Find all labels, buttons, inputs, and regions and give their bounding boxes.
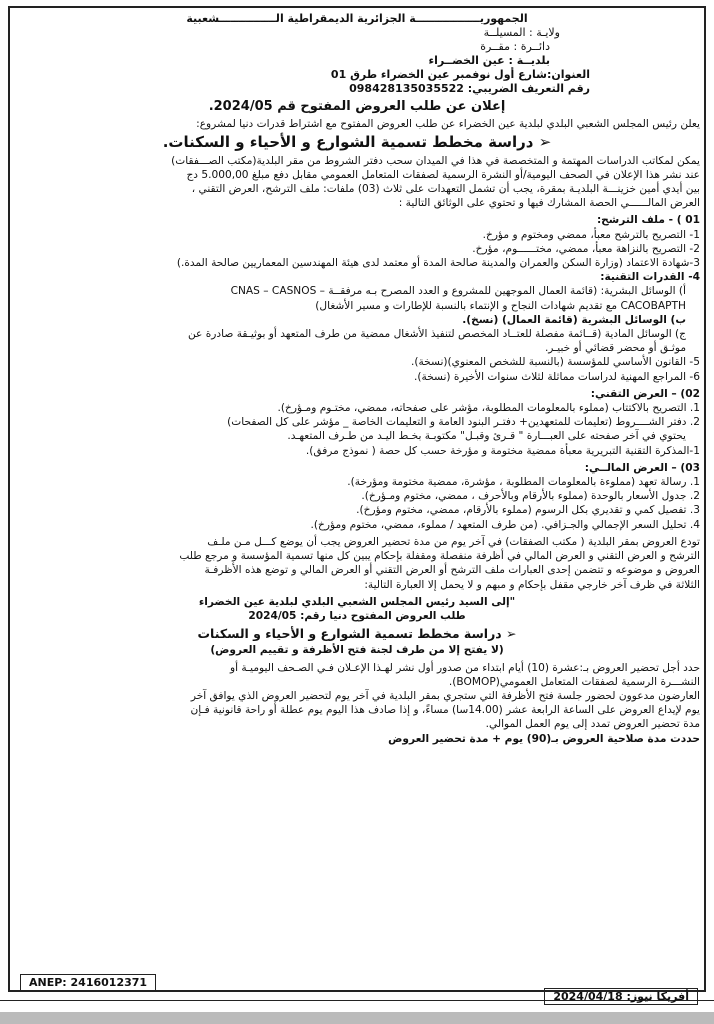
sub-c-2: موثـق أو محضر قضائي أو خبيـر. [544, 342, 686, 355]
header-commune: بلديــة : عين الخضــراء [428, 54, 550, 67]
para-1-line-4: العرض المالــــــي الحصة المشارك فيها و تحتوي على الوثائق التالية : [398, 197, 700, 210]
deposit-line-1: تودع العروض بمقر البلدية ( مكتب الصفقات) في آخر يوم من مدة تحضير العروض يجب أن يوضع كـــل مـن ملـف [207, 535, 700, 548]
closing-line-6: حددت مدة صلاحية العروض بـ(90) يوم + مدة تحضير العروض [388, 732, 700, 745]
header-address: العنوان:شارع أول نوفمبر عين الخضراء طرق 01 [330, 68, 590, 81]
section-2-item-2: 2. دفتر الشــــروط (تعليمات للمتعهدين+ دفتـر البنود العامة و التعليمات الخاصة _ مؤشر على كل الصفحات) [227, 416, 700, 429]
header-country: الجمهوريـــــــــــــــــة الجزائرية الديمقراطية الـــــــــــــــشعبية [186, 12, 528, 25]
scan-shadow [0, 1012, 714, 1024]
section-2-item-1: 1. التصريح بالاكتتاب (مملوء بالمعلومات المطلوبة، مؤشر على صفحاته، ممضي، مختـوم ومـؤرخ). [277, 402, 700, 415]
section-1-item-5: 5- القانون الأساسي للمؤسسة (بالنسبة للشخص المعنوي)(نسخة). [411, 356, 700, 369]
deposit-line-3: العروض و موضوعه و تتضمن إحدى العبارات ملف الترشح أو العرض التقني أو العرض المالي و توضع هذه الأظرفـة [204, 564, 700, 577]
closing-line-1: حدد أجل تحضير العروض بـ:عشرة (10) أيام ابتداء من صدور أول نشر لهـذا الإعـلان فـي الصـحف اليوميـة أو [229, 661, 700, 674]
section-3-item-2: 2. جدول الأسعار بالوحدة (مملوء بالأرقام وبالأحرف ، ممضي، مختوم ومـؤرخ). [361, 490, 700, 503]
closing-line-4: يوم لإيداع العروض على الساعة الرابعة عشر (14.00سا) مساءً، و إذا صادف هذا اليوم يوم عطلة أو راحة قانونية فـإن [190, 704, 700, 717]
section-3-item-4: 4. تحليل السعر الإجمالي والجـزافي. (من طرف المتعهد / مملوء، ممضي، مختوم ومؤرخ). [310, 518, 700, 531]
header-tax-id: رقم التعريف الضريبي: 098428135035522 [349, 82, 590, 95]
deposit-line-4: الثلاثة في ظرف آخر خارجي مقفل بإحكام و مبهم و لا يحمل إلا العبارة التالية: [364, 578, 700, 591]
ad-title: إعلان عن طلب العروض المفتوح قم 2024/05. [208, 99, 506, 114]
sub-c: ج) الوسائل المادية (قــائمة مفصلة للعتــاد المخصص لتنفيذ الأشغال ممضية من طرف المتعهد أو بوثيـقة صادرة عن [187, 328, 686, 341]
closing-line-5: مدة تحضير العروض تمدد إلى يوم العمل الموالي. [485, 718, 700, 731]
section-3-heading: 03) – العرض المالــي: [584, 461, 700, 474]
deposit-line-2: الترشح و العرض التقني و العرض المالي في أظرفة منفصلة ومقفلة بإحكام يبين كل منها تسمية المؤسسة و مرجع طلب [179, 550, 700, 563]
section-3-item-3: 3. تفصيل كمي و تقديري بكل الرسوم (مملوء بالأرقام، ممضي، مختوم ومؤرخ). [356, 504, 700, 517]
capacities-heading: 4- القدرات التقنية: [600, 271, 700, 284]
section-1-heading: 01 ) - ملف الترشح: [596, 214, 700, 227]
envelope-line-1: "إلى السيد رئيس المجلس الشعبي البلدي لبلدية عين الخضراء [198, 595, 516, 608]
section-2-item-3: يحتوي في آخر صفحته على العبـــارة " قـرئ وقبـل" مكتوبـة بخـط اليـد من طـرف المتعهـد. [287, 430, 686, 443]
section-2-heading: 02) – العرض التقني: [590, 387, 700, 400]
human-means: أ) الوسائل البشرية: (قائمة العمال الموجهين للمشروع و العدد المصرح بـه مرفقــة – CNAS – CASNOS [230, 285, 686, 298]
para-1-line-2: عند نشر هذا الإعلان في الصحف اليومية/أو النشرة الرسمية لصفقات المتعامل العمومي مقابل دفع مبلغ 5.000,00 دج [186, 168, 700, 181]
ad-content [14, 12, 700, 746]
section-1-item-1: 1- التصريح بالترشح معبأ، ممضي ومختوم و مؤرخ. [482, 228, 700, 241]
section-1-item-3: 3-شهادة الاعتماد (وزارة السكن والعمران والمدينة صالحة المدة أو معتمد لدى هيئة المهندسين المعماريين صالحة المدة.) [176, 257, 700, 270]
header-daira: دائــرة : مقــرة [480, 40, 550, 53]
section-3-item-1: 1. رسالة تعهد (مملوءة بالمعلومات المطلوبة ، مؤشرة، ممضية مختومة ومؤرخة). [347, 476, 700, 489]
newspaper-source: أفريكا نيوز: 2024/04/18 [544, 988, 698, 1005]
human-means-2: CACOBAPTH مع تقديم شهادات النجاح و الإنتماء بالنسبة للإطارات و مسير الأشغال) [315, 299, 686, 312]
section-2-item-4: 1-المذكرة التقنية التبريرية معبأة ممضية مختومة و مؤرخة حسب كل حصة ( نموذج مرفق). [305, 444, 700, 457]
envelope-line-2: طلب العروض المفتوح دنيا رقم: 2024/05 [248, 609, 466, 622]
closing-line-2: النشـــرة الرسمية لصفقات المتعامل العمومي(BOMOP). [448, 675, 700, 688]
ad-intro: يعلن رئيس المجلس الشعبي البلدي لبلدية عين الخضراء عن طلب العروض المفتوح مع اشتراط قدرات دنيا لمشروع: [196, 118, 700, 131]
para-1-line-1: يمكن لمكاتب الدراسات المهتمة و المتخصصة في هذا في الميدان سحب دفتر الشروط من مقر البلدية(مكتب الصـــفقات) [171, 154, 700, 167]
envelope-line-3: ➢ دراسة مخطط تسمية الشوارع و الأحياء و السكنات [197, 626, 517, 642]
section-1-item-2: 2- التصريح بالنزاهة معبأ، ممضي، مختــــــوم، مؤرخ. [472, 242, 700, 255]
closing-line-3: العارضون مدعوون لحضور جلسة فتح الأظرفة التي ستجري بمقر البلدية في آخر يوم لتحضير العروض الذي يوافق آخر [190, 689, 700, 702]
project-title: ➢ دراسة مخطط تسمية الشوارع و الأحياء و السكنات. [162, 133, 552, 152]
envelope-line-4: (لا يفتح إلا من طرف لجنة فتح الأظرفة و تقييم العروض) [210, 644, 504, 657]
para-1-line-3: بين أيدي أمين خزينـــة البلديـة بمقرة، يجب أن تشمل التعهدات على ثلاث (03) ملفات: ملف الترشح، العرض التقني ، [191, 183, 700, 196]
header-wilaya: ولايـة : المسيلــة [483, 26, 560, 39]
section-1-item-6: 6- المراجع المهنية لدراسات مماثلة لثلاث سنوات الأخيرة (نسخة). [414, 370, 700, 383]
anep-reference: ANEP: 2416012371 [20, 974, 156, 991]
sub-b: ب) الوسائل البشرية (قائمة العمال) (نسخ). [462, 313, 686, 326]
